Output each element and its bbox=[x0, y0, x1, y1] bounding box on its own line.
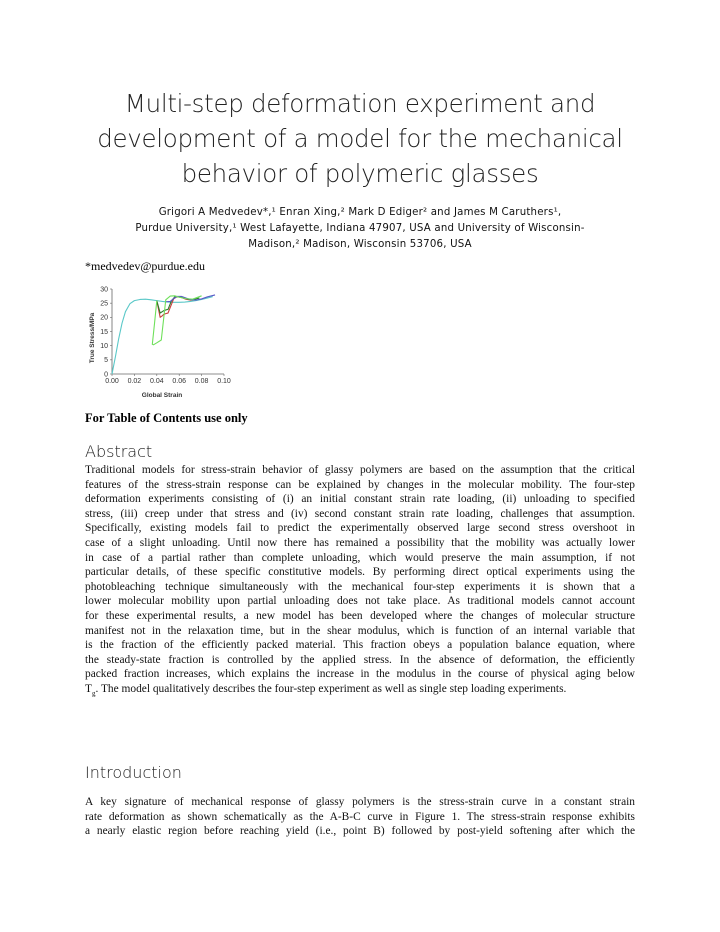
x-tick-label: 0.04 bbox=[149, 378, 164, 385]
abstract-line: stress, (iii) creep under that stress and (iv) second constant strain rate loading, challenges that assumption. bbox=[85, 507, 635, 520]
series-line-5 bbox=[152, 296, 201, 345]
x-tick-label: 0.06 bbox=[172, 378, 187, 385]
title-line: behavior of polymeric glasses bbox=[181, 159, 539, 188]
affiliation-line: Madison,² Madison, Wisconsin 53706, USA bbox=[248, 239, 472, 250]
introduction-heading: Introduction bbox=[85, 763, 182, 782]
y-tick-label: 15 bbox=[100, 328, 108, 336]
abstract-line: case of a slight unloading. Until now there has remained a possibility that the mobility was actually lower bbox=[85, 536, 635, 549]
intro-line: rate deformation as shown schematically as the A-B-C curve in Figure 1. The stress-strain response exhibits bbox=[85, 810, 635, 823]
abstract-line: packed fraction increases, which explains the increase in the modulus in the course of physical aging below bbox=[85, 668, 635, 681]
tg-symbol: T bbox=[85, 682, 92, 695]
abstract-line-last bbox=[85, 682, 635, 697]
y-tick-label: 30 bbox=[100, 286, 108, 294]
y-axis-label: True Stress/MPa bbox=[89, 312, 96, 364]
toc-graphic-chart bbox=[85, 280, 245, 402]
x-tick-label: 0.10 bbox=[217, 378, 231, 385]
y-tick-label: 20 bbox=[100, 314, 108, 322]
abstract-line: deformation experiments consisting of (i) an initial constant strain rate loading, (ii) unloading to specified bbox=[85, 493, 635, 506]
abstract-line: Specifically, existing models fail to predict the experimentally observed large second stress overshoot in bbox=[85, 522, 635, 535]
y-tick-label: 10 bbox=[100, 343, 108, 351]
abstract-line: Traditional models for stress-strain behavior of glassy polymers are based on the assumption that the critical bbox=[85, 464, 635, 476]
x-axis-label: Global Strain bbox=[141, 392, 183, 399]
y-tick-label: 5 bbox=[104, 357, 108, 365]
abstract-line: features of the stress-strain response can be explained by changes in the molecular mobility. The four-step bbox=[85, 478, 635, 491]
affiliation-line: Purdue University,¹ West Lafayette, Indiana 47907, USA and University of Wisconsin- bbox=[135, 223, 585, 234]
abstract-line: in case of a partial rather than complete unloading, which would preserve the main assumption, if not bbox=[85, 551, 635, 564]
tg-subscript: g bbox=[91, 689, 96, 697]
author-block bbox=[50, 205, 670, 253]
toc-caption: For Table of Contents use only bbox=[85, 411, 248, 425]
abstract-line: is the fraction of the efficiently packed material. This fraction obeys a population balance equation, where bbox=[85, 639, 635, 652]
series-line-1 bbox=[112, 297, 213, 374]
title-line: development of a model for the mechanical bbox=[97, 124, 623, 153]
abstract-line: manifest not in the relaxation time, but in the shear modulus, which is function of an internal variable that bbox=[85, 624, 635, 637]
title-line: Multi-step deformation experiment and bbox=[124, 89, 596, 118]
abstract-line: lower molecular mobility upon partial unloading does not take place. As traditional models cannot account bbox=[85, 595, 635, 608]
intro-line: a nearly elastic region before reaching yield (i.e., point B) followed by post-yield softening after which the bbox=[85, 825, 635, 838]
y-tick-label: 25 bbox=[100, 300, 108, 308]
abstract-line: photobleaching technique simultaneously with the mechanical four-step experiments it is shown that a bbox=[85, 580, 635, 593]
abstract-heading: Abstract bbox=[85, 442, 153, 461]
x-tick-label: 0.02 bbox=[127, 378, 142, 385]
abstract-line: the steady-state fraction is controlled by the applied stress. In the absence of deformation, the efficiently bbox=[85, 653, 635, 666]
y-tick-label: 0 bbox=[104, 371, 108, 379]
authors-line: Grigori A Medvedev*,¹ Enran Xing,² Mark D Ediger² and James M Caruthers¹, bbox=[158, 207, 562, 218]
x-tick-label: 0.00 bbox=[105, 378, 119, 385]
chart-series-group bbox=[112, 295, 215, 374]
abstract-line: for these experimental results, a new model has been developed where the changes of molecular structure bbox=[85, 609, 635, 622]
abstract-last-text: . The model qualitatively describes the four-step experiment as well as single step loading experiments. bbox=[95, 682, 567, 695]
paper-title bbox=[60, 86, 660, 191]
corresponding-email[interactable]: *medvedev@purdue.edu bbox=[85, 259, 206, 273]
x-tick-label: 0.08 bbox=[194, 378, 209, 385]
introduction-body bbox=[85, 795, 635, 839]
intro-line: A key signature of mechanical response of glassy polymers is the stress-strain curve in a constant strain bbox=[85, 796, 635, 808]
abstract-body bbox=[85, 463, 635, 697]
abstract-line: particular details, of these specific constitutive models. By performing direct optical experiments using the bbox=[85, 566, 635, 579]
